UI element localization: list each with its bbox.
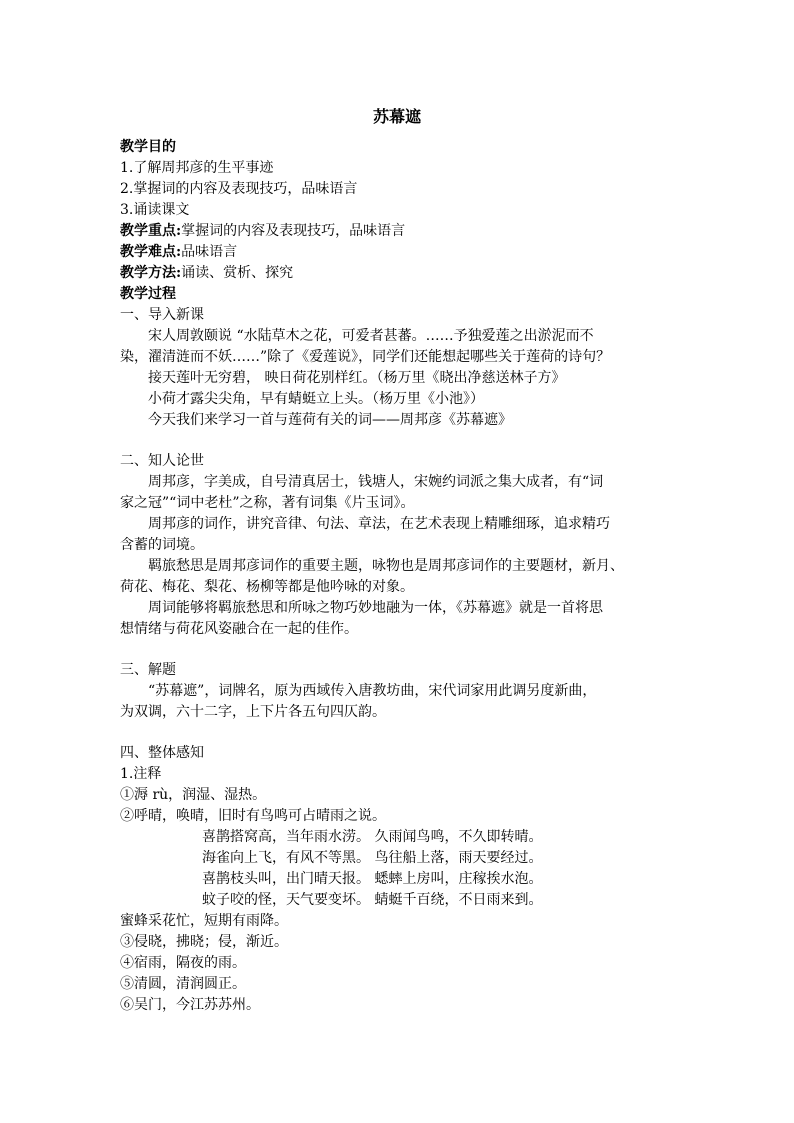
spacer xyxy=(120,723,680,743)
author-heading: 二、知人论世 xyxy=(120,453,204,469)
document-body xyxy=(120,137,680,1016)
note-item: ③侵晓，拂晓；侵，渐近。 xyxy=(120,934,288,950)
intro-line: 小荷才露尖尖角，早有蜻蜓立上头。（杨万里《小池》） xyxy=(148,391,484,407)
explain-line: “苏幕遮”，词牌名，原为西域传入唐教坊曲，宋代词家用此调另度新曲， xyxy=(148,683,597,699)
process-heading: 教学过程 xyxy=(120,286,176,302)
intro-line: 染，濯清涟而不妖……”除了《爱莲说》，同学们还能想起哪些关于莲荷的诗句？ xyxy=(120,349,611,365)
author-line: 羁旅愁思是周邦彦词作的重要主题，咏物也是周邦彦词作的主要题材，新月、 xyxy=(148,558,624,574)
note-item: ④宿雨，隔夜的雨。 xyxy=(120,955,246,971)
weather-proverb: 喜鹊搭窝高，当年雨水涝。 久雨闻鸟鸣，不久即转晴。 xyxy=(202,829,543,845)
author-line: 周词能够将羁旅愁思和所咏之物巧妙地融为一体，《苏幕遮》就是一首将思 xyxy=(148,600,603,616)
intro-heading: 一、导入新课 xyxy=(120,307,204,323)
teaching-difficulty-label: 教学难点: xyxy=(120,244,182,260)
objectives-heading: 教学目的 xyxy=(120,139,176,155)
author-line: 荷花、梅花、梨花、杨柳等都是他吟咏的对象。 xyxy=(120,579,414,595)
teaching-focus-text: 掌握词的内容及表现技巧，品味语言 xyxy=(181,223,406,239)
objective-item: 2.掌握词的内容及表现技巧，品味语言 xyxy=(120,181,358,197)
teaching-difficulty-text: 品味语言 xyxy=(181,244,238,260)
explain-heading: 三、解题 xyxy=(120,662,176,678)
spacer xyxy=(120,640,680,660)
author-line: 含蓄的词境。 xyxy=(120,537,204,553)
note-item: ②呼晴，唤晴，旧时有鸟鸣可占晴雨之说。 xyxy=(120,808,386,824)
overall-heading: 四、整体感知 xyxy=(120,745,204,761)
weather-proverb: 海雀向上飞，有风不等黑。 鸟往船上落，雨天要经过。 xyxy=(202,850,543,866)
teaching-method-text: 诵读、赏析、探究 xyxy=(181,265,294,281)
note-item: ①溽 rù，润湿、湿热。 xyxy=(120,787,267,803)
teaching-focus xyxy=(120,221,680,242)
intro-line: 接天莲叶无穷碧， 映日荷花别样红。（杨万里《晓出净慈送林子方》 xyxy=(148,370,566,386)
intro-line: 宋人周敦颐说 “水陆草木之花，可爱者甚蕃。……予独爱莲之出淤泥而不 xyxy=(148,328,594,344)
explain-line: 为双调，六十二字，上下片各五句四仄韵。 xyxy=(120,704,386,720)
objective-item: 3.诵读课文 xyxy=(120,202,190,218)
teaching-method xyxy=(120,263,680,284)
spacer xyxy=(120,431,680,451)
notes-subheading: 1.注释 xyxy=(120,766,162,782)
author-line: 周邦彦的词作，讲究音律、句法、章法，在艺术表现上精雕细琢，追求精巧 xyxy=(148,516,610,532)
author-line: 家之冠”“词中老杜”之称，著有词集《片玉词》。 xyxy=(120,495,415,511)
objective-item: 1.了解周邦彦的生平事迹 xyxy=(120,160,274,176)
note-item: ⑤清圆，清润圆正。 xyxy=(120,976,246,992)
weather-proverb: 蚊子咬的怪，天气要变坏。 蜻蜓千百绕，不日雨来到。 xyxy=(202,892,543,908)
intro-line: 今天我们来学习一首与莲荷有关的词——周邦彦《苏幕遮》 xyxy=(148,412,512,428)
teaching-difficulty xyxy=(120,242,680,263)
teaching-method-label: 教学方法: xyxy=(120,265,182,281)
document-title: 苏幕遮 xyxy=(372,107,421,126)
author-line: 想情绪与荷花风姿融合在一起的佳作。 xyxy=(120,621,358,637)
weather-proverb: 喜鹊枝头叫，出门晴天报。 蟋蟀上房叫，庄稼挨水泡。 xyxy=(202,871,543,887)
note-item: ⑥吴门，今江苏苏州。 xyxy=(120,997,260,1013)
weather-proverb: 蜜蜂采花忙，短期有雨降。 xyxy=(120,913,288,929)
author-line: 周邦彦，字美成，自号清真居士，钱塘人，宋婉约词派之集大成者，有“词 xyxy=(148,474,604,490)
teaching-focus-label: 教学重点: xyxy=(120,223,182,239)
